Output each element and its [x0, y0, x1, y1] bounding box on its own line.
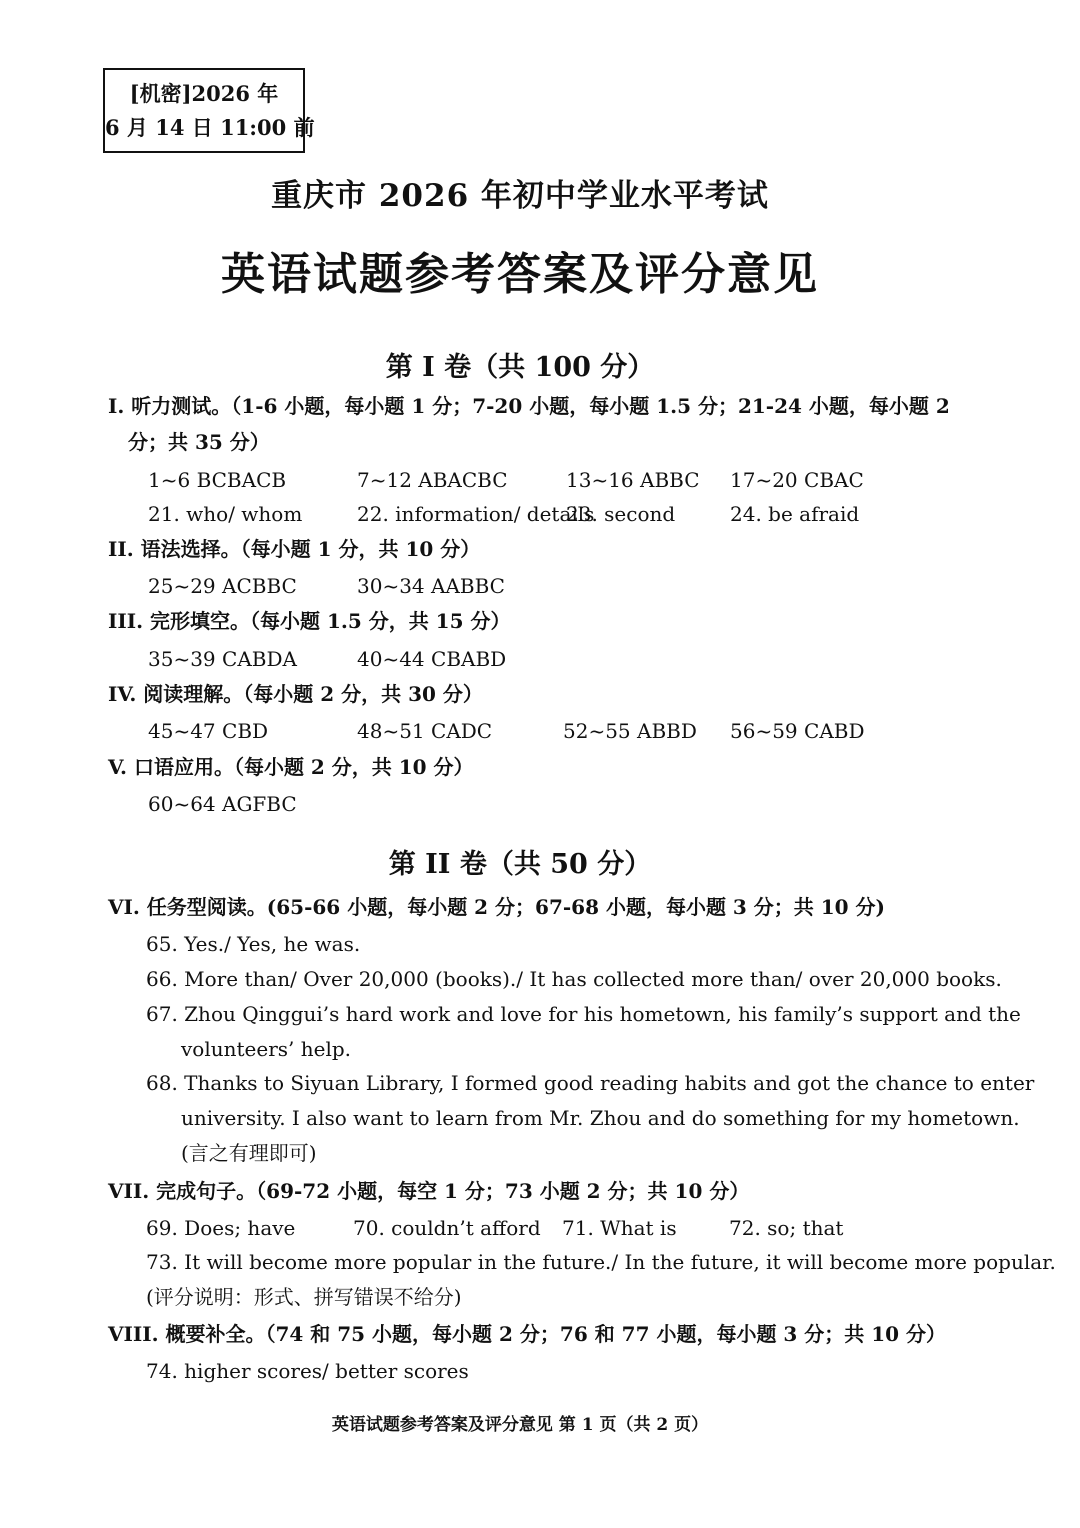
answer-67-line-1: 67. Zhou Qinggui’s hard work and love for his hometown, his family’s support and the [146, 1002, 1021, 1026]
answer-item: 70. couldn’t afford [353, 1216, 541, 1240]
stamp-line-1: [机密]2026 年 [129, 81, 279, 106]
confidential-stamp [103, 68, 315, 153]
volume-1-heading: 第 I 卷（共 100 分） [385, 352, 655, 383]
volume-2-heading: 第 II 卷（共 50 分） [388, 849, 652, 880]
section-8-heading: VIII. 概要补全。（74 和 75 小题，每小题 2 分；76 和 77 小题，每小题 3 分；共 10 分） [108, 1322, 947, 1346]
answer-group: 48~51 CADC [357, 719, 493, 743]
answer-group: 7~12 ABACBC [357, 468, 508, 492]
answer-group: 30~34 AABBC [357, 574, 505, 598]
answer-74: 74. higher scores/ better scores [146, 1359, 469, 1383]
document-title: 英语试题参考答案及评分意见 [221, 249, 819, 300]
answer-item: 71. What is [562, 1216, 677, 1240]
answer-item: 69. Does; have [146, 1216, 296, 1240]
stamp-line-2: 6 月 14 日 11:00 前 [105, 115, 315, 140]
answer-group: 45~47 CBD [148, 719, 269, 743]
answer-73: 73. It will become more popular in the future./ In the future, it will become more popular. [146, 1250, 1056, 1274]
answer-group: 17~20 CBAC [730, 468, 864, 492]
answer-item: 24. be afraid [730, 502, 860, 526]
scoring-note: (评分说明：形式、拼写错误不给分) [146, 1285, 462, 1309]
answer-68-note: (言之有理即可) [181, 1141, 317, 1165]
answer-group: 13~16 ABBC [566, 468, 700, 492]
answer-66: 66. More than/ Over 20,000 (books)./ It has collected more than/ over 20,000 books. [146, 967, 1002, 991]
answer-67-line-2: volunteers’ help. [181, 1037, 352, 1061]
answer-68-line-2: university. I also want to learn from Mr. Zhou and do something for my hometown. [181, 1106, 1020, 1130]
section-5-heading: V. 口语应用。（每小题 2 分，共 10 分） [108, 755, 474, 779]
exam-title: 重庆市 2026 年初中学业水平考试 [271, 178, 769, 214]
answer-group: 52~55 ABBD [563, 719, 697, 743]
answer-group: 35~39 CABDA [148, 647, 297, 671]
section-2-heading: II. 语法选择。（每小题 1 分，共 10 分） [108, 537, 481, 561]
section-3-heading: III. 完形填空。（每小题 1.5 分，共 15 分） [108, 609, 511, 633]
answer-group: 60~64 AGFBC [148, 792, 297, 816]
answer-group: 25~29 ACBBC [148, 574, 297, 598]
section-1-heading-cont: 分；共 35 分） [128, 430, 270, 454]
section-6-heading: VI. 任务型阅读。(65-66 小题，每小题 2 分；67-68 小题，每小题 3 分；共 10 分) [108, 895, 886, 919]
answer-item: 22. information/ details [357, 502, 595, 526]
answer-item: 23. second [566, 502, 676, 526]
answer-group: 56~59 CABD [730, 719, 865, 743]
answer-item: 72. so; that [729, 1216, 844, 1240]
section-4-heading: IV. 阅读理解。（每小题 2 分，共 30 分） [108, 682, 483, 706]
page-footer: 英语试题参考答案及评分意见 第 1 页（共 2 页） [331, 1415, 709, 1435]
answer-group: 1~6 BCBACB [148, 468, 287, 492]
answer-group: 40~44 CBABD [357, 647, 507, 671]
answer-item: 21. who/ whom [148, 502, 303, 526]
answer-65: 65. Yes./ Yes, he was. [146, 932, 361, 956]
section-1-heading: I. 听力测试。（1-6 小题，每小题 1 分；7-20 小题，每小题 1.5 分；21-24 小题，每小题 2 [108, 394, 950, 418]
answer-68-line-1: 68. Thanks to Siyuan Library, I formed good reading habits and got the chance to enter [146, 1071, 1035, 1095]
section-7-heading: VII. 完成句子。（69-72 小题，每空 1 分；73 小题 2 分；共 10 分） [108, 1179, 750, 1203]
